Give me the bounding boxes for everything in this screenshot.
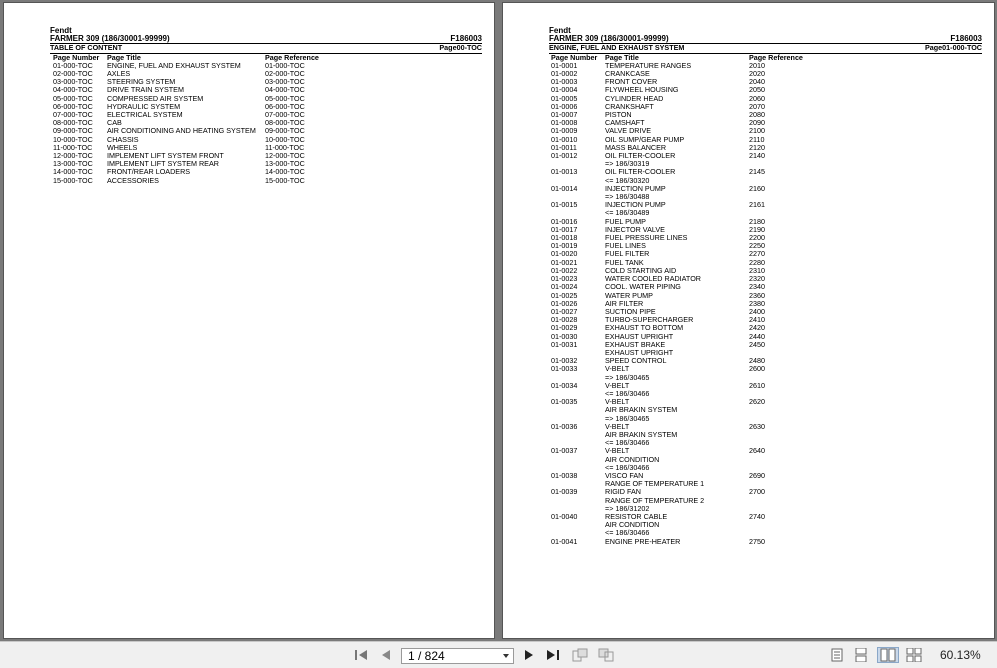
- page-title-cell: <= 186/30466: [605, 528, 650, 538]
- page-number-cell: 01-0027: [551, 306, 578, 316]
- first-page-button[interactable]: [353, 647, 369, 663]
- page-title-cell: FUEL FILTER: [605, 249, 650, 259]
- page-title-cell: ENGINE, FUEL AND EXHAUST SYSTEM: [107, 60, 241, 70]
- page-reference-cell: 2270: [749, 249, 765, 259]
- page-title-cell: AIR FILTER: [605, 298, 644, 308]
- page-title-cell: <= 186/30466: [605, 388, 650, 398]
- page-number-cell: 04-000-TOC: [53, 85, 93, 95]
- page-number-cell: 06-000-TOC: [53, 101, 93, 111]
- page-number-cell: 03-000-TOC: [53, 77, 93, 87]
- page-reference-cell: 2450: [749, 339, 765, 349]
- page-title-cell: COLD STARTING AID: [605, 265, 677, 275]
- page-number-cell: 12-000-TOC: [53, 151, 93, 161]
- rotate-ccw-button[interactable]: [597, 647, 615, 663]
- toc-table: [50, 54, 482, 185]
- page-title-cell: <= 186/30489: [605, 208, 650, 218]
- page-reference-cell: 2400: [749, 306, 765, 316]
- page-number-cell: 01-0029: [551, 323, 578, 333]
- table-row: [50, 177, 482, 185]
- page-title-cell: IMPLEMENT LIFT SYSTEM REAR: [107, 159, 219, 169]
- page-number-cell: 01-0040: [551, 511, 578, 521]
- page-title-cell: <= 186/30320: [605, 175, 650, 185]
- page-title-cell: AIR BRAKIN SYSTEM: [605, 429, 678, 439]
- page-reference-cell: [749, 505, 982, 513]
- page-reference-cell: 2480: [749, 356, 765, 366]
- chevron-down-icon: [503, 654, 509, 658]
- page-number-cell: 01-0038: [551, 470, 578, 480]
- column-header: Page Title: [605, 52, 639, 62]
- page-reference-cell: 2640: [749, 446, 765, 456]
- page-title-cell: INJECTION PUMP: [605, 200, 666, 210]
- page-title-cell: => 186/31202: [605, 503, 650, 513]
- page-reference-cell: 09-000-TOC: [265, 126, 305, 136]
- page-reference-cell: 2080: [749, 110, 765, 120]
- page-reference-cell: 2740: [749, 511, 765, 521]
- single-page-icon: [831, 648, 843, 662]
- page-number-cell: 01-0024: [551, 282, 578, 292]
- doc-page-ref: Page01-000-TOC: [925, 43, 982, 53]
- page-indicator: 1 / 824: [408, 649, 445, 663]
- facing-pages-icon: [880, 648, 896, 662]
- document-page-right: [502, 2, 995, 639]
- page-reference-cell: 2060: [749, 93, 765, 103]
- page-title-cell: RESISTOR CABLE: [605, 511, 668, 521]
- page-number-cell: 11-000-TOC: [53, 142, 93, 152]
- page-reference-cell: 2320: [749, 274, 765, 284]
- page-reference-cell: 2145: [749, 167, 765, 177]
- page-title-cell: OIL SUMP/GEAR PUMP: [605, 134, 685, 144]
- page-title-cell: ELECTRICAL SYSTEM: [107, 110, 183, 120]
- page-reference-cell: [749, 374, 982, 382]
- page-reference-cell: [749, 415, 982, 423]
- continuous-page-button[interactable]: [853, 647, 869, 663]
- page-reference-cell: 2161: [749, 200, 765, 210]
- brand-name: Fendt: [50, 26, 72, 35]
- page-reference-cell: 2340: [749, 282, 765, 292]
- page-title-cell: RANGE OF TEMPERATURE 2: [605, 495, 705, 505]
- last-page-button[interactable]: [545, 647, 561, 663]
- page-title-cell: EXHAUST UPRIGHT: [605, 347, 674, 357]
- page-title-cell: <= 186/30466: [605, 438, 650, 448]
- page-reference-cell: 2200: [749, 233, 765, 243]
- page-title-cell: V-BELT: [605, 397, 630, 407]
- page-reference-cell: [749, 406, 982, 414]
- page-reference-cell: 2020: [749, 69, 765, 79]
- prev-page-icon: [381, 649, 391, 661]
- page-title-cell: AIR CONDITION: [605, 454, 660, 464]
- page-title-cell: COOL. WATER PIPING: [605, 282, 681, 292]
- column-header: Page Title: [107, 52, 141, 62]
- page-title-cell: ENGINE PRE-HEATER: [605, 536, 681, 546]
- page-title-cell: WATER COOLED RADIATOR: [605, 274, 701, 284]
- page-number-cell: 01-0007: [551, 110, 578, 120]
- page-title-cell: V-BELT: [605, 380, 630, 390]
- page-title-cell: FRONT COVER: [605, 77, 658, 87]
- column-header: Page Reference: [749, 52, 803, 62]
- page-title-cell: FLYWHEEL HOUSING: [605, 85, 679, 95]
- page-title-cell: AIR CONDITIONING AND HEATING SYSTEM: [107, 126, 256, 136]
- page-reference-cell: 2100: [749, 126, 765, 136]
- page-title-cell: PISTON: [605, 110, 632, 120]
- page-number-cell: 01-0014: [551, 183, 578, 193]
- page-title-cell: AIR BRAKIN SYSTEM: [605, 405, 678, 415]
- page-reference-cell: 2190: [749, 224, 765, 234]
- page-reference-cell: 12-000-TOC: [265, 151, 305, 161]
- doc-code: F186003: [950, 34, 982, 44]
- page-number-cell: 07-000-TOC: [53, 110, 93, 120]
- page-number-cell: [549, 406, 605, 414]
- single-page-button[interactable]: [829, 647, 845, 663]
- page-reference-cell: 15-000-TOC: [265, 175, 305, 185]
- page-reference-cell: 14-000-TOC: [265, 167, 305, 177]
- page-reference-cell: [749, 349, 982, 357]
- page-reference-cell: [749, 431, 982, 439]
- page-number-cell: 01-0032: [551, 356, 578, 366]
- page-reference-cell: [749, 464, 982, 472]
- page-reference-cell: 2610: [749, 380, 765, 390]
- page-title-cell: <= 186/30466: [605, 462, 650, 472]
- page-number-cell: 01-0016: [551, 216, 578, 226]
- page-number-cell: 15-000-TOC: [53, 175, 93, 185]
- page-reference-cell: 2250: [749, 241, 765, 251]
- page-number-cell: 01-0039: [551, 487, 578, 497]
- page-number-cell: 01-0009: [551, 126, 578, 136]
- table-row: [549, 538, 982, 546]
- column-header: Page Number: [53, 52, 100, 62]
- page-reference-cell: 2310: [749, 265, 765, 275]
- page-title-cell: WATER PUMP: [605, 290, 653, 300]
- page-number-cell: 01-0008: [551, 118, 578, 128]
- page-reference-cell: 2110: [749, 134, 765, 144]
- page-reference-cell: 2750: [749, 536, 765, 546]
- page-reference-cell: 08-000-TOC: [265, 118, 305, 128]
- page-title-cell: EXHAUST BRAKE: [605, 339, 666, 349]
- page-reference-cell: 04-000-TOC: [265, 85, 305, 95]
- brand-name: Fendt: [549, 26, 571, 35]
- page-title-cell: EXHAUST TO BOTTOM: [605, 323, 684, 333]
- page-reference-cell: 2160: [749, 183, 765, 193]
- page-reference-cell: 2440: [749, 331, 765, 341]
- page-title-cell: MASS BALANCER: [605, 142, 667, 152]
- page-reference-cell: 2040: [749, 77, 765, 87]
- page-reference-cell: [749, 497, 982, 505]
- page-reference-cell: 2410: [749, 315, 765, 325]
- continuous-facing-icon: [906, 648, 922, 662]
- column-header: Page Number: [551, 52, 598, 62]
- page-number-cell: 01-0017: [551, 224, 578, 234]
- page-number-cell: 01-0035: [551, 397, 578, 407]
- page-number-cell: 05-000-TOC: [53, 93, 93, 103]
- continuous-facing-button[interactable]: [905, 647, 923, 663]
- page-title-cell: INJECTION PUMP: [605, 183, 666, 193]
- page-title-cell: CRANKSHAFT: [605, 101, 654, 111]
- page-number-cell: 01-0020: [551, 249, 578, 259]
- page-reference-cell: 11-000-TOC: [265, 142, 305, 152]
- page-title-cell: OIL FILTER-COOLER: [605, 151, 676, 161]
- doc-title: FARMER 309 (186/30001-99999): [549, 34, 669, 44]
- page-title-cell: FUEL LINES: [605, 241, 646, 251]
- page-reference-cell: 2010: [749, 60, 765, 70]
- page-title-cell: RIGID FAN: [605, 487, 641, 497]
- page-title-cell: FRONT/REAR LOADERS: [107, 167, 191, 177]
- page-number-cell: 13-000-TOC: [53, 159, 93, 169]
- page-reference-cell: 07-000-TOC: [265, 110, 305, 120]
- page-title-cell: FUEL TANK: [605, 257, 644, 267]
- page-reference-cell: [749, 480, 982, 488]
- page-number-cell: 01-0028: [551, 315, 578, 325]
- page-title-cell: SUCTION PIPE: [605, 306, 656, 316]
- page-number-cell: 01-0041: [551, 536, 578, 546]
- page-reference-cell: 13-000-TOC: [265, 159, 305, 169]
- page-title-cell: => 186/30319: [605, 159, 650, 169]
- page-reference-cell: 2360: [749, 290, 765, 300]
- page-reference-cell: [749, 529, 982, 537]
- doc-title: FARMER 309 (186/30001-99999): [50, 34, 170, 44]
- page-reference-cell: 01-000-TOC: [265, 60, 305, 70]
- page-title-cell: TURBO-SUPERCHARGER: [605, 315, 694, 325]
- page-title-cell: => 186/30488: [605, 192, 650, 202]
- page-number-cell: 01-0003: [551, 77, 578, 87]
- page-title-cell: OIL FILTER-COOLER: [605, 167, 676, 177]
- page-number-cell: [549, 497, 605, 505]
- doc-subtitle: ENGINE, FUEL AND EXHAUST SYSTEM: [549, 43, 685, 53]
- page-number-cell: 01-000-TOC: [53, 60, 93, 70]
- page-reference-cell: [749, 439, 982, 447]
- page-reference-cell: 2420: [749, 323, 765, 333]
- doc-page-ref: Page00-TOC: [439, 43, 482, 53]
- page-number-cell: 01-0010: [551, 134, 578, 144]
- page-title-cell: FUEL PUMP: [605, 216, 646, 226]
- page-number-cell: 01-0001: [551, 60, 578, 70]
- doc-subtitle: TABLE OF CONTENT: [50, 43, 123, 53]
- page-number-cell: [549, 456, 605, 464]
- page-title-cell: V-BELT: [605, 446, 630, 456]
- page-reference-cell: [749, 390, 982, 398]
- page-title-cell: DRIVE TRAIN SYSTEM: [107, 85, 184, 95]
- page-number-cell: 01-0036: [551, 421, 578, 431]
- page-number-cell: 01-0002: [551, 69, 578, 79]
- page-title-cell: VALVE DRIVE: [605, 126, 652, 136]
- page-number-cell: 01-0022: [551, 265, 578, 275]
- page-reference-cell: [749, 209, 982, 217]
- page-number-cell: 01-0033: [551, 364, 578, 374]
- page-reference-cell: [749, 160, 982, 168]
- page-title-cell: STEERING SYSTEM: [107, 77, 176, 87]
- page-reference-cell: 06-000-TOC: [265, 101, 305, 111]
- page-number-cell: 02-000-TOC: [53, 69, 93, 79]
- page-number-cell: 01-0011: [551, 142, 577, 152]
- page-title-cell: AIR CONDITION: [605, 520, 660, 530]
- page-number-cell: 01-0031: [551, 339, 578, 349]
- last-page-icon: [546, 649, 560, 661]
- page-number-cell: 10-000-TOC: [53, 134, 93, 144]
- page-title-cell: AXLES: [107, 69, 131, 79]
- page-number-cell: 08-000-TOC: [53, 118, 93, 128]
- page-title-cell: HYDRAULIC SYSTEM: [107, 101, 181, 111]
- facing-pages-button[interactable]: [877, 647, 899, 663]
- page-number-cell: 01-0013: [551, 167, 578, 177]
- page-reference-cell: 2630: [749, 421, 765, 431]
- page-title-cell: EXHAUST UPRIGHT: [605, 331, 674, 341]
- rotate-ccw-icon: [598, 648, 614, 662]
- page-reference-cell: [749, 177, 982, 185]
- page-reference-cell: 05-000-TOC: [265, 93, 305, 103]
- page-title-cell: IMPLEMENT LIFT SYSTEM FRONT: [107, 151, 224, 161]
- page-number-cell: 01-0030: [551, 331, 578, 341]
- viewer-toolbar: [0, 641, 997, 668]
- page-reference-cell: 2380: [749, 298, 765, 308]
- page-reference-cell: 2600: [749, 364, 765, 374]
- page-reference-cell: 2620: [749, 397, 765, 407]
- column-header: Page Reference: [265, 52, 319, 62]
- page-number-cell: 01-0034: [551, 380, 578, 390]
- page-number-cell: 01-0004: [551, 85, 578, 95]
- page-reference-cell: 2090: [749, 118, 765, 128]
- page-reference-cell: 02-000-TOC: [265, 69, 305, 79]
- page-title-cell: WHEELS: [107, 142, 138, 152]
- page-number-cell: 01-0018: [551, 233, 578, 243]
- doc-code: F186003: [450, 34, 482, 44]
- parts-table: [549, 54, 982, 546]
- page-title-cell: CRANKCASE: [605, 69, 650, 79]
- page-number-cell: 01-0026: [551, 298, 578, 308]
- first-page-icon: [354, 649, 368, 661]
- page-number-cell: 01-0015: [551, 200, 578, 210]
- page-number-cell: 01-0037: [551, 446, 578, 456]
- page-title-cell: => 186/30465: [605, 413, 650, 423]
- page-title-cell: TEMPERATURE RANGES: [605, 60, 692, 70]
- page-number-cell: 01-0021: [551, 257, 578, 267]
- page-reference-cell: [749, 193, 982, 201]
- page-reference-cell: 2140: [749, 151, 765, 161]
- page-reference-cell: 2120: [749, 142, 765, 152]
- page-reference-cell: 10-000-TOC: [265, 134, 305, 144]
- page-number-cell: 01-0005: [551, 93, 578, 103]
- page-reference-cell: 2050: [749, 85, 765, 95]
- page-number-cell: 01-0019: [551, 241, 578, 251]
- page-number-cell: [549, 431, 605, 439]
- page-number-cell: [549, 521, 605, 529]
- page-number-cell: 09-000-TOC: [53, 126, 93, 136]
- page-title-cell: CAMSHAFT: [605, 118, 645, 128]
- page-title-cell: V-BELT: [605, 364, 630, 374]
- page-reference-cell: [749, 456, 982, 464]
- page-title-cell: ACCESSORIES: [107, 175, 159, 185]
- rotate-cw-icon: [572, 648, 588, 662]
- page-title-cell: CYLINDER HEAD: [605, 93, 664, 103]
- page-title-cell: V-BELT: [605, 421, 630, 431]
- next-page-button[interactable]: [522, 647, 536, 663]
- zoom-level[interactable]: 60.13%: [940, 648, 981, 662]
- page-reference-cell: 03-000-TOC: [265, 77, 305, 87]
- page-number-cell: 01-0025: [551, 290, 578, 300]
- page-reference-cell: 2280: [749, 257, 765, 267]
- page-number-cell: 01-0012: [551, 151, 578, 161]
- page-title-cell: => 186/30465: [605, 372, 650, 382]
- rotate-cw-button[interactable]: [571, 647, 589, 663]
- page-reference-cell: 2700: [749, 487, 765, 497]
- prev-page-button[interactable]: [379, 647, 393, 663]
- page-reference-cell: 2070: [749, 101, 765, 111]
- page-reference-cell: 2690: [749, 470, 765, 480]
- next-page-icon: [524, 649, 534, 661]
- page-title-cell: CHASSIS: [107, 134, 139, 144]
- page-title-cell: FUEL PRESSURE LINES: [605, 233, 688, 243]
- document-page-left: [3, 2, 495, 639]
- page-title-cell: CAB: [107, 118, 122, 128]
- page-title-cell: COMPRESSED AIR SYSTEM: [107, 93, 204, 103]
- page-title-cell: VISCO FAN: [605, 470, 644, 480]
- page-number-cell: 01-0006: [551, 101, 578, 111]
- continuous-page-icon: [855, 648, 867, 662]
- page-title-cell: INJECTOR VALVE: [605, 224, 665, 234]
- page-number-select[interactable]: [401, 648, 514, 664]
- page-reference-cell: 2180: [749, 216, 765, 226]
- page-number-cell: 14-000-TOC: [53, 167, 93, 177]
- page-title-cell: RANGE OF TEMPERATURE 1: [605, 479, 705, 489]
- page-reference-cell: [749, 521, 982, 529]
- page-title-cell: SPEED CONTROL: [605, 356, 667, 366]
- page-number-cell: 01-0023: [551, 274, 578, 284]
